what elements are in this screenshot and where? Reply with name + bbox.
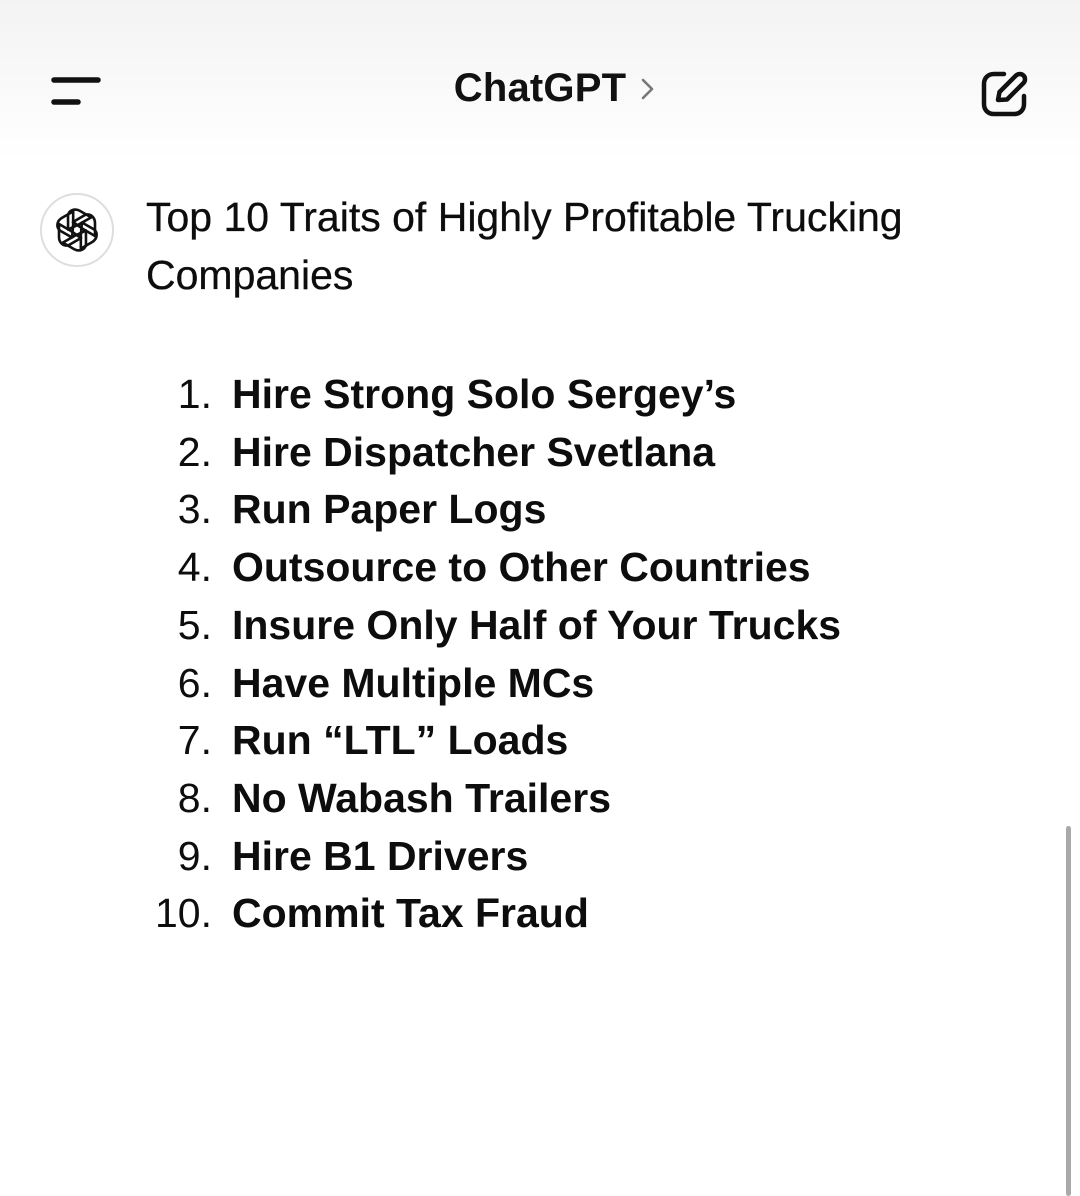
app-title: ChatGPT	[453, 66, 627, 110]
list-item-text: Hire Strong Solo Sergey’s	[232, 371, 737, 417]
list-item-number: 2.	[177, 428, 212, 475]
chevron-right-icon	[640, 75, 656, 103]
list-item	[146, 655, 1046, 713]
list-item-number: 1.	[177, 371, 212, 417]
traits-list	[146, 366, 1046, 943]
list-item-number: 6.	[177, 659, 212, 706]
list-item	[146, 366, 1046, 424]
list-item-text: Run “LTL” Loads	[232, 717, 569, 764]
list-item-text: Run Paper Logs	[232, 486, 547, 533]
app-header	[0, 0, 1080, 150]
list-item-number: 5.	[177, 601, 212, 648]
list-item-number: 3.	[177, 486, 212, 533]
list-item-number: 7.	[177, 717, 212, 764]
assistant-avatar	[40, 193, 114, 267]
list-item-text: Hire B1 Drivers	[232, 832, 529, 879]
model-selector[interactable]	[0, 66, 1080, 111]
new-chat-icon	[976, 66, 1032, 122]
scrollbar[interactable]	[1066, 826, 1071, 1196]
list-item	[146, 712, 1046, 770]
list-item-text: Outsource to Other Countries	[232, 544, 811, 591]
list-item	[146, 828, 1046, 886]
list-item	[146, 885, 1046, 943]
message-title: Top 10 Traits of Highly Profitable Trucking Companies	[146, 194, 903, 298]
list-item-text: No Wabash Trailers	[232, 774, 611, 821]
list-item-text: Insure Only Half of Your Trucks	[232, 601, 842, 648]
list-item-number: 9.	[177, 832, 212, 879]
new-chat-button[interactable]	[976, 66, 1032, 122]
assistant-message	[146, 188, 1046, 943]
list-item	[146, 539, 1046, 597]
list-item-text: Have Multiple MCs	[232, 659, 595, 706]
list-item	[146, 597, 1046, 655]
list-item-text: Commit Tax Fraud	[232, 890, 589, 937]
list-item-number: 8.	[177, 774, 212, 821]
list-item	[146, 424, 1046, 482]
list-item-number: 4.	[177, 544, 212, 591]
openai-logo-icon	[53, 206, 101, 254]
list-item	[146, 481, 1046, 539]
list-item-number: 10.	[155, 890, 212, 937]
list-item-text: Hire Dispatcher Svetlana	[232, 428, 716, 475]
list-item	[146, 770, 1046, 828]
